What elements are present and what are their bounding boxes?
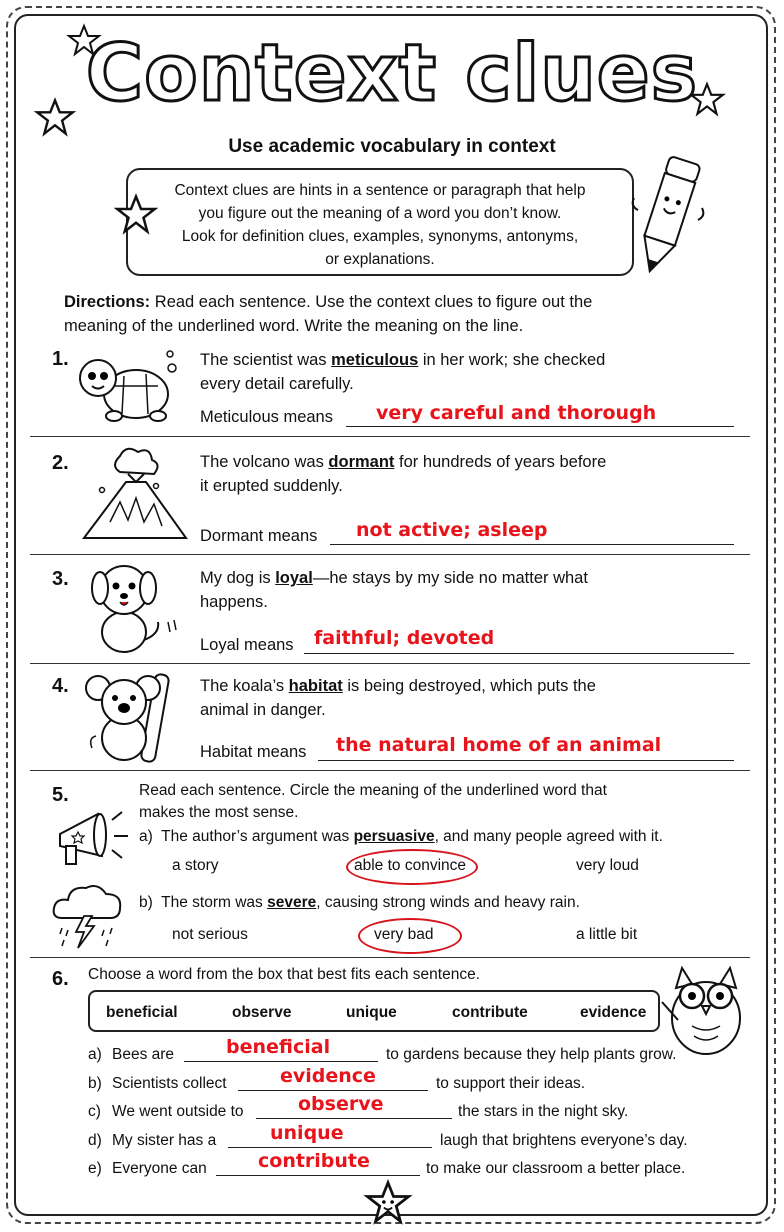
answer-line[interactable] (228, 1147, 432, 1148)
page-title: Context clues (85, 29, 699, 119)
answer-prompt: Loyal means (200, 636, 294, 654)
question-sentence (139, 892, 739, 914)
answer-line[interactable] (238, 1090, 428, 1091)
item-label: d) (88, 1131, 102, 1149)
sentence-text: to make our classroom a better place. (426, 1160, 686, 1177)
answer-line[interactable] (184, 1061, 378, 1062)
sentence-text: the stars in the night sky. (458, 1103, 629, 1120)
answer-text: beneficial (226, 1036, 331, 1058)
answer-text: not active; asleep (356, 519, 548, 541)
section-divider (30, 663, 750, 664)
sentence-text: animal in danger. (200, 701, 326, 719)
star-icon (366, 1180, 410, 1224)
item-label: c) (88, 1103, 101, 1120)
choice-option[interactable]: able to convince (354, 857, 467, 874)
sentence-text: is being destroyed, which puts the (342, 677, 596, 695)
question-number: 3. (52, 568, 69, 590)
sentence-text: for hundreds of years before (394, 453, 607, 471)
sentence-text: to support their ideas. (436, 1074, 586, 1092)
sentence-text: My dog is (200, 569, 276, 587)
question-number: 1. (52, 348, 69, 370)
answer-text: very careful and thorough (376, 402, 657, 424)
answer-text: faithful; devoted (314, 627, 495, 649)
answer-line[interactable] (216, 1175, 420, 1176)
intro-line: Context clues are hints in a sentence or paragraph that help (174, 182, 586, 199)
answer-line[interactable] (346, 426, 734, 427)
page-subtitle: Use academic vocabulary in context (228, 136, 556, 157)
pencil-icon (628, 150, 708, 280)
answer-circle (358, 918, 462, 954)
item-label: b) (139, 894, 153, 911)
directions-text: meaning of the underlined word. Write the meaning on the line. (64, 317, 524, 335)
answer-text: the natural home of an animal (336, 734, 662, 756)
sentence-text: The koala’s (200, 677, 289, 695)
intro-line: you figure out the meaning of a word you don’t know. (198, 205, 562, 222)
answer-prompt: Meticulous means (200, 408, 333, 426)
sentence-text: laugh that brightens everyone’s day. (440, 1131, 688, 1149)
target-word: dormant (328, 453, 395, 471)
sentence-text: , and many people agreed with it. (434, 828, 663, 845)
directions-label: Directions: (64, 293, 151, 311)
volcano-icon (80, 442, 190, 542)
storm-cloud-icon (50, 878, 126, 952)
word-bank-item: unique (346, 1004, 397, 1021)
intro-box (126, 168, 634, 276)
choice-option[interactable]: a story (172, 857, 219, 874)
question-number: 4. (52, 675, 69, 697)
answer-prompt: Dormant means (200, 527, 318, 545)
answer-text: evidence (280, 1064, 376, 1087)
target-word: persuasive (353, 828, 435, 845)
sentence-text: The scientist was (200, 351, 332, 369)
instruction-text: makes the most sense. (139, 804, 299, 821)
koala-icon (84, 668, 184, 764)
megaphone-icon (52, 806, 132, 876)
section-divider (30, 554, 750, 555)
sentence-text: to gardens because they help plants grow. (386, 1046, 677, 1063)
question-sentence (200, 566, 700, 614)
section-divider (30, 957, 750, 958)
instruction-text: Read each sentence. Circle the meaning of the underlined word that (139, 782, 607, 799)
choice-option[interactable]: very loud (576, 857, 639, 874)
item-label: a) (139, 828, 153, 845)
word-bank-item: evidence (580, 1004, 647, 1021)
word-bank-item: observe (232, 1004, 292, 1021)
question-number: 5. (52, 784, 69, 806)
question-sentence (139, 826, 739, 848)
answer-line[interactable] (304, 653, 734, 654)
star-icon (116, 194, 156, 234)
word-bank-item: contribute (452, 1004, 528, 1021)
section-divider (30, 770, 750, 771)
question-sentence (200, 674, 700, 722)
sentence-text: We went outside to (112, 1103, 244, 1120)
answer-text: unique (270, 1121, 344, 1144)
directions (64, 290, 724, 338)
sentence-text: it erupted suddenly. (200, 477, 343, 495)
intro-line: Look for definition clues, examples, synonyms, antonyms, (181, 228, 579, 245)
answer-line[interactable] (330, 544, 734, 545)
question-sentence (200, 450, 700, 498)
answer-prompt: Habitat means (200, 743, 307, 761)
choice-option[interactable]: very bad (374, 926, 434, 943)
question-number: 6. (52, 968, 69, 990)
sentence-text: —he stays by my side no matter what (312, 569, 588, 587)
question-sentence (200, 348, 700, 396)
sentence-text: The storm was (161, 894, 268, 911)
sentence-text: Bees are (112, 1046, 175, 1063)
target-word: meticulous (331, 351, 419, 369)
directions-text: Read each sentence. Use the context clues to figure out the (150, 293, 593, 311)
answer-line[interactable] (318, 760, 734, 761)
word-bank-item: beneficial (106, 1004, 178, 1021)
target-word: habitat (288, 677, 343, 695)
question-instructions: Choose a word from the box that best fits each sentence. (88, 966, 481, 983)
word-bank (88, 990, 660, 1032)
sentence-text: The author’s argument was (161, 828, 354, 845)
target-word: loyal (275, 569, 313, 587)
item-label: b) (88, 1074, 102, 1092)
sentence-text: Everyone can (112, 1160, 207, 1177)
puppy-icon (88, 560, 188, 656)
question-number: 2. (52, 452, 69, 474)
target-word: severe (267, 894, 317, 911)
answer-circle (346, 849, 478, 885)
intro-line: or explanations. (325, 251, 435, 268)
sentence-text: The volcano was (200, 453, 329, 471)
answer-text: contribute (258, 1150, 370, 1172)
sentence-text: in her work; she checked (418, 351, 606, 369)
sentence-text: , causing strong winds and heavy rain. (316, 894, 580, 911)
sentence-text: Scientists collect (112, 1074, 227, 1092)
item-label: a) (88, 1046, 102, 1063)
answer-line[interactable] (256, 1118, 452, 1119)
choice-option[interactable]: a little bit (576, 926, 638, 943)
choice-option[interactable]: not serious (172, 926, 248, 943)
sentence-text: My sister has a (112, 1131, 217, 1149)
question-instructions (139, 780, 739, 824)
sentence-text: happens. (200, 593, 268, 611)
sentence-text: every detail carefully. (200, 375, 354, 393)
answer-text: observe (298, 1093, 384, 1115)
section-divider (30, 436, 750, 437)
turtle-icon (74, 346, 184, 426)
item-label: e) (88, 1160, 102, 1177)
